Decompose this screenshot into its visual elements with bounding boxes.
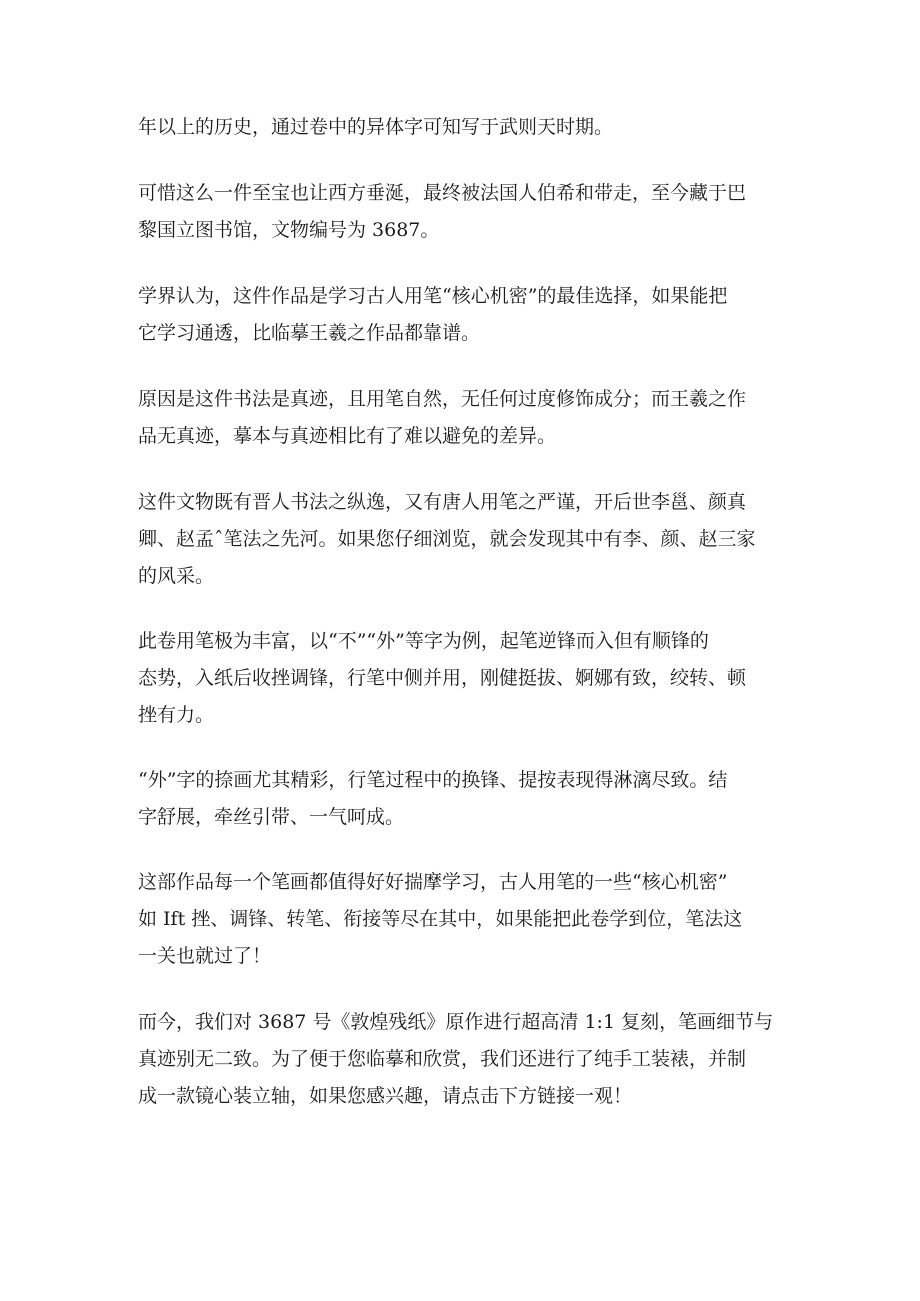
text-line: 可惜这么一件至宝也让西方垂涎，最终被法国人伯希和带走，至今藏于巴 bbox=[138, 182, 747, 204]
paragraph-history bbox=[138, 109, 798, 146]
paragraph-academic-view bbox=[138, 278, 798, 352]
text-line: “外”字的捺画尤其精彩，行笔过程中的换锋、提按表现得淋漓尽致。结 bbox=[138, 769, 728, 791]
paragraph-collection bbox=[138, 175, 798, 249]
text-line: 卿、赵孟ˆ笔法之先河。如果您仔细浏览，就会发现其中有李、颜、赵三家 bbox=[138, 528, 756, 550]
text-line: 真迹别无二致。为了便于您临摹和欣赏，我们还进行了纯手工装裱，并制 bbox=[138, 1048, 747, 1070]
text-line: 态势，入纸后收挫调锋，行笔中侧并用，刚健挺拔、婀娜有致，绞转、顿 bbox=[138, 667, 747, 689]
paragraph-brushwork bbox=[138, 623, 798, 734]
paragraph-reason bbox=[138, 381, 798, 455]
text-line: 而今，我们对 3687 号《敦煌残纸》原作进行超高清 1:1 复刻，笔画细节与 bbox=[138, 1011, 774, 1033]
text-line: 字舒展，牵丝引带、一气呵成。 bbox=[138, 806, 405, 828]
text-line: 原因是这件书法是真迹，且用笔自然，无任何过度修饰成分；而王羲之作 bbox=[138, 388, 747, 410]
text-line: 这部作品每一个笔画都值得好好揣摩学习，古人用笔的一些“核心机密” bbox=[138, 871, 728, 893]
paragraph-character-wai bbox=[138, 762, 798, 836]
text-line: 此卷用笔极为丰富，以“不”“外”等字为例，起笔逆锋而入但有顺锋的 bbox=[138, 630, 709, 652]
text-line: 学界认为，这件作品是学习古人用笔“核心机密”的最佳选择，如果能把 bbox=[138, 285, 728, 307]
text-line: 这件文物既有晋人书法之纵逸，又有唐人用笔之严谨，开后世李邕、颜真 bbox=[138, 491, 747, 513]
paragraph-study bbox=[138, 864, 798, 975]
text-line: 挫有力。 bbox=[138, 704, 215, 726]
text-line: 黎国立图书馆，文物编号为 3687。 bbox=[138, 219, 440, 241]
text-line: 一关也就过了！ bbox=[138, 945, 272, 967]
text-line: 它学习通透，比临摹王羲之作品都靠谱。 bbox=[138, 322, 481, 344]
text-line: 品无真迹，摹本与真迹相比有了难以避免的差异。 bbox=[138, 425, 557, 447]
paragraph-reproduction bbox=[138, 1004, 798, 1115]
text-line: 的风采。 bbox=[138, 565, 215, 587]
text-line: 年以上的历史，通过卷中的异体字可知写于武则天时期。 bbox=[138, 116, 614, 138]
paragraph-style bbox=[138, 484, 798, 595]
text-line: 如 Ift 挫、调锋、转笔、衔接等尽在其中，如果能把此卷学到位，笔法这 bbox=[138, 908, 743, 930]
text-line: 成一款镜心装立轴，如果您感兴趣，请点击下方链接一观！ bbox=[138, 1085, 633, 1107]
